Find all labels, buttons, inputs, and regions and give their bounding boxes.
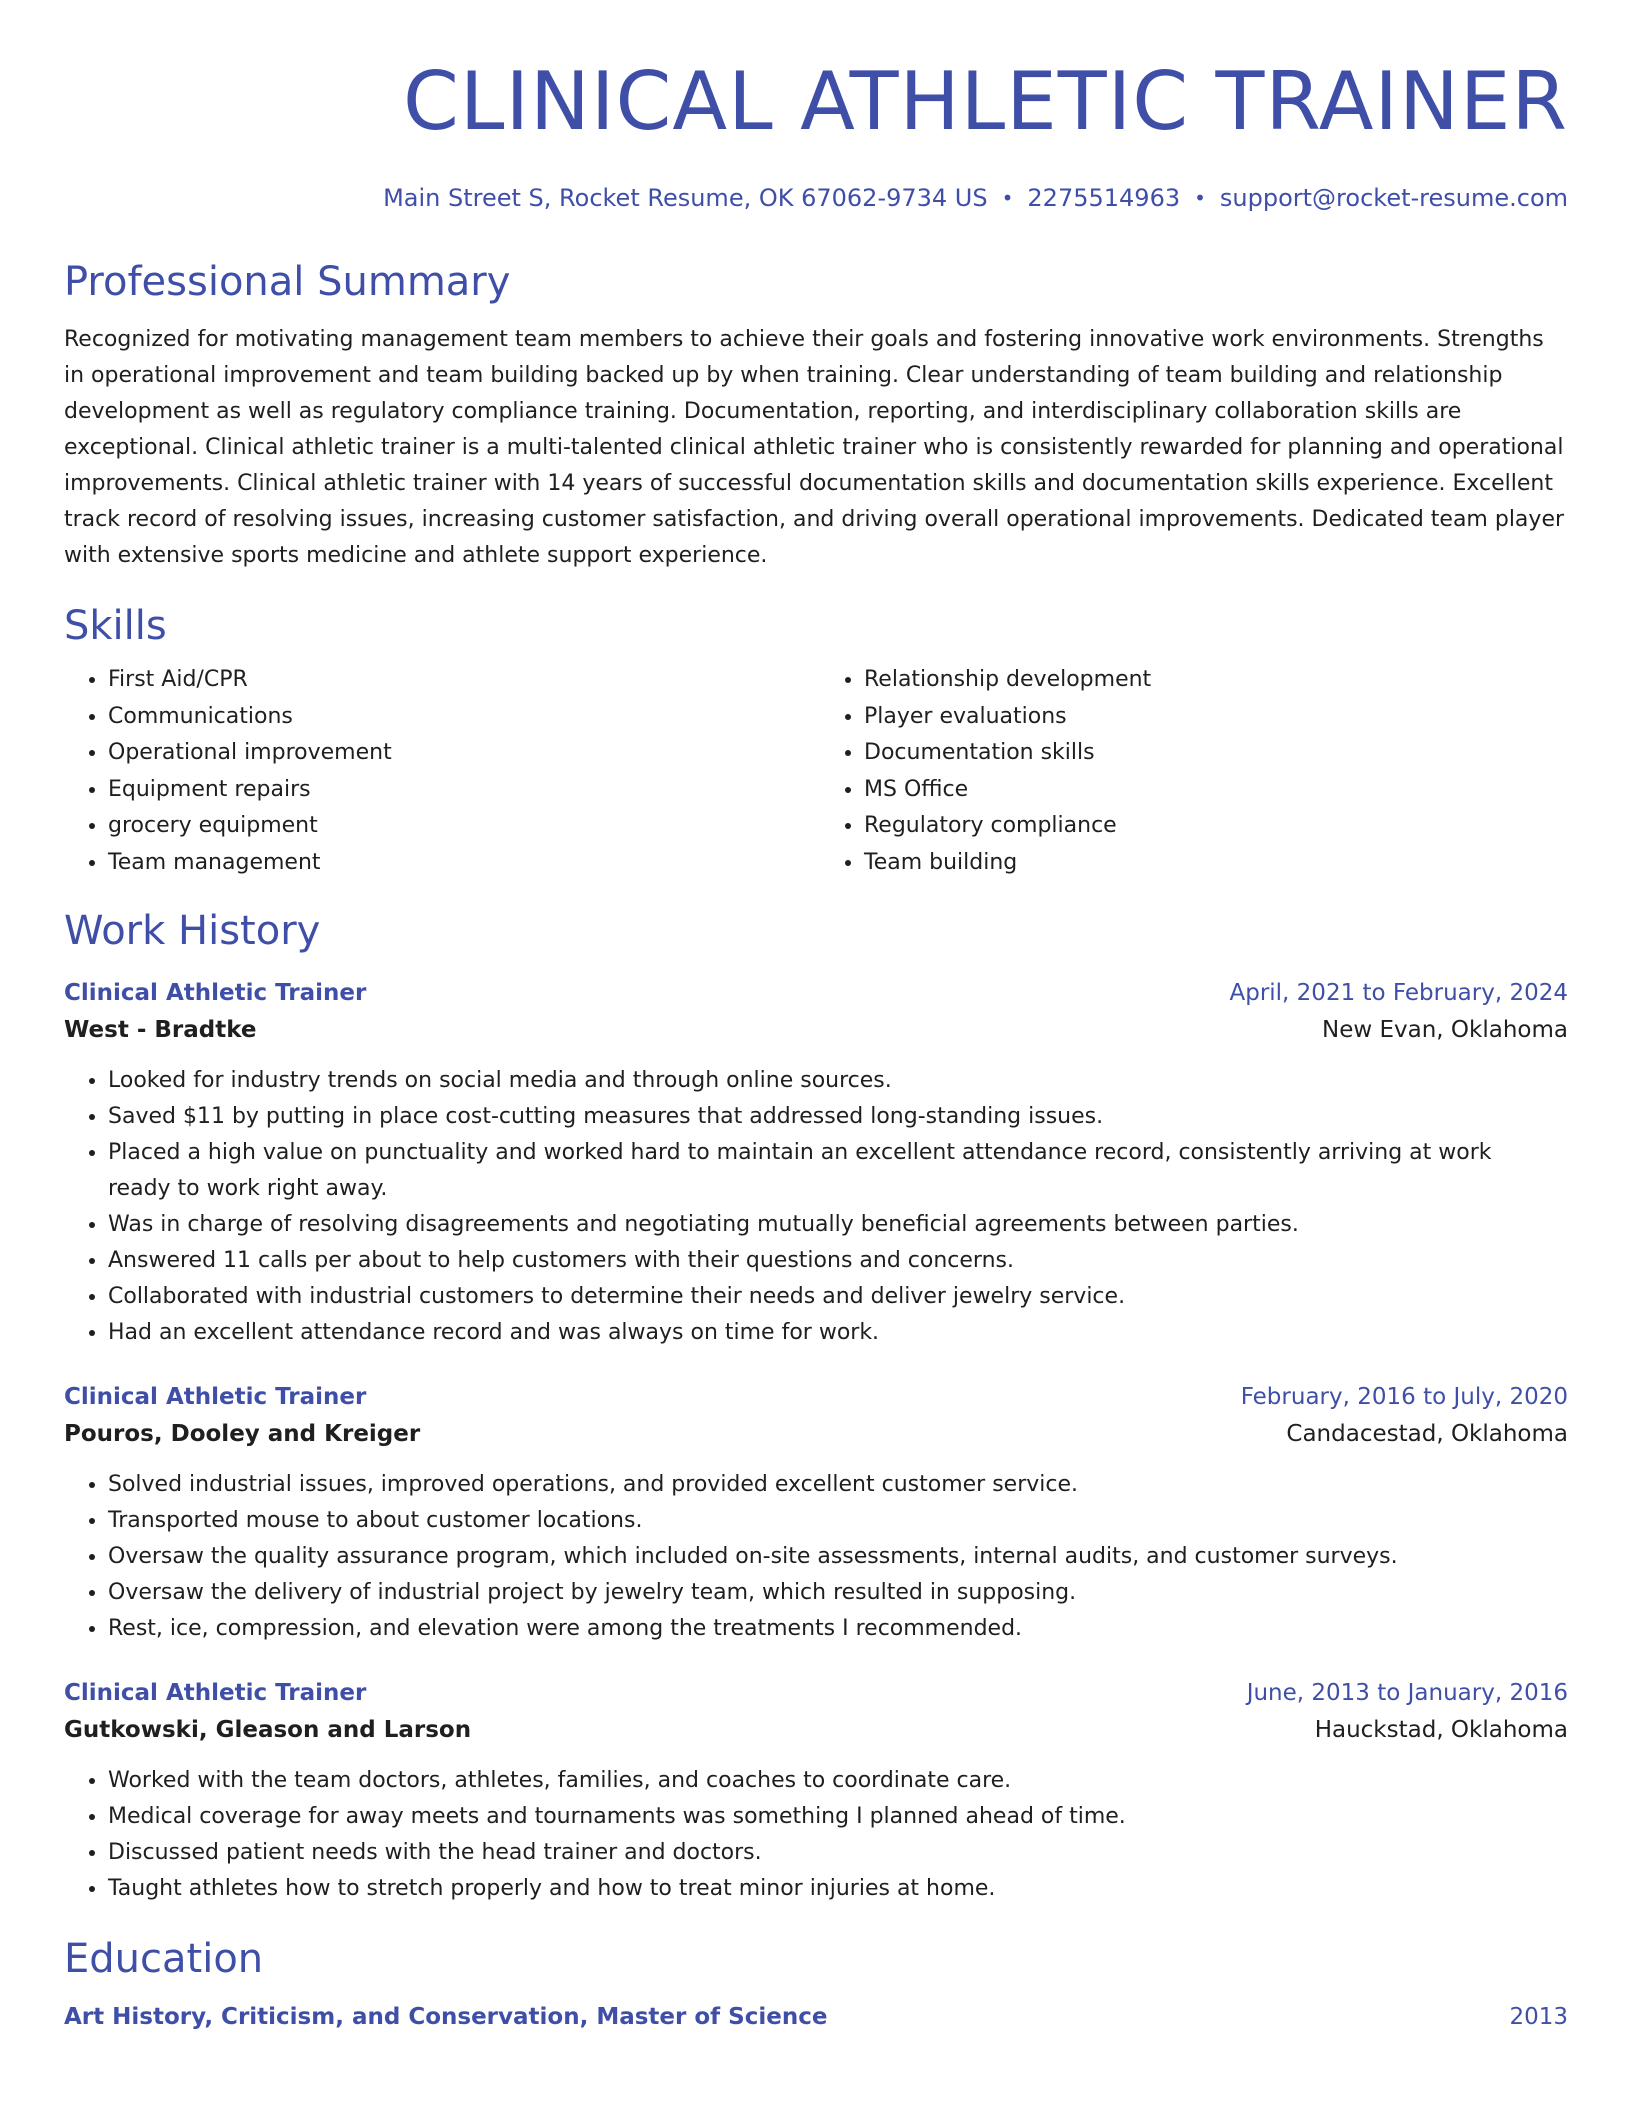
job-title: Clinical Athletic Trainer: [64, 1680, 367, 1706]
job-bullet: • Answered 11 calls per about to help customers with their questions and concerns.: [108, 1243, 1568, 1279]
job-bullet: • Looked for industry trends on social media and through online sources.: [108, 1063, 1568, 1099]
contact-separator: •: [1001, 186, 1014, 210]
education-entry: [64, 1999, 1568, 2035]
skills-list-right: [816, 662, 1568, 881]
skills-list-left: [64, 662, 816, 881]
job-bullet: • Saved $11 by putting in place cost-cutting measures that addressed long-standing issues.: [108, 1099, 1568, 1135]
education-year: 2013: [1509, 2004, 1568, 2030]
skill-item: • Relationship development: [864, 662, 1568, 699]
job-bullet: • Oversaw the delivery of industrial project by jewelry team, which resulted in supposing.: [108, 1575, 1568, 1611]
resume-name-heading: CLINICAL ATHLETIC TRAINER: [403, 55, 1568, 148]
contact-address: Main Street S, Rocket Resume, OK 67062-9734 US: [383, 184, 988, 212]
contact-separator: •: [1194, 186, 1206, 210]
skill-item: • Regulatory compliance: [864, 808, 1568, 845]
job-bullet: • Discussed patient needs with the head trainer and doctors.: [108, 1835, 1568, 1871]
education-heading: Education: [64, 1936, 264, 1982]
professional-summary-text: Recognized for motivating management team members to achieve their goals and fostering innovative work environments. Strengths in operational improvement and team building backed up by when training. Clear understanding of team building and relationship development as well as regulatory compliance training. Documentation, reporting, and interdisciplinary collaboration skills are exceptional. Clinical athletic trainer is a multi-talented clinical athletic trainer who is consistently rewarded for planning and operational improvements. Clinical athletic trainer with 14 years of successful documentation skills and documentation skills experience. Excellent track record of resolving issues, increasing customer satisfaction, and driving overall operational improvements. Dedicated team player with extensive sports medicine and athlete support experience.: [64, 327, 1565, 568]
job-bullet: • Taught athletes how to stretch properly and how to treat minor injuries at home.: [108, 1871, 1568, 1907]
skill-item: • Operational improvement: [108, 735, 816, 772]
job-location: New Evan, Oklahoma: [1322, 1017, 1568, 1043]
contact-email: support@rocket-resume.com: [1219, 184, 1568, 212]
skills-grid: [64, 662, 1568, 881]
skill-item: • Team building: [864, 845, 1568, 882]
job-bullet: • Collaborated with industrial customers to determine their needs and deliver jewelry service.: [108, 1279, 1568, 1315]
job-company: Gutkowski, Gleason and Larson: [64, 1717, 472, 1743]
job-bullet: • Rest, ice, compression, and elevation were among the treatments I recommended.: [108, 1611, 1568, 1647]
skill-item: • Documentation skills: [864, 735, 1568, 772]
job-location: Hauckstad, Oklahoma: [1314, 1717, 1568, 1743]
skills-heading: Skills: [64, 603, 167, 649]
skill-item: • Communications: [108, 699, 816, 736]
job-bullet: • Oversaw the quality assurance program, which included on-site assessments, internal audits, and customer surveys.: [108, 1539, 1568, 1575]
job-entry: [64, 1675, 1568, 1907]
job-bullet: • Had an excellent attendance record and was always on time for work.: [108, 1315, 1568, 1351]
job-bullet: • Worked with the team doctors, athletes, families, and coaches to coordinate care.: [108, 1763, 1568, 1799]
job-entry: [64, 975, 1568, 1351]
job-bullet: • Medical coverage for away meets and tournaments was something I planned ahead of time.: [108, 1799, 1568, 1835]
job-employer-row: [64, 1711, 1568, 1749]
skill-item: • Player evaluations: [864, 699, 1568, 736]
job-header-row: [64, 1675, 1568, 1711]
contact-phone: 2275514963: [1027, 184, 1181, 212]
skill-item: • grocery equipment: [108, 808, 816, 845]
job-dates: February, 2016 to July, 2020: [1240, 1384, 1568, 1410]
job-location: Candacestad, Oklahoma: [1286, 1421, 1568, 1447]
job-bullet: • Placed a high value on punctuality and worked hard to maintain an excellent attendance record, consistently arriving at work ready to work right away.: [108, 1135, 1568, 1207]
job-header-row: [64, 1379, 1568, 1415]
professional-summary-heading: Professional Summary: [64, 259, 511, 305]
job-dates: April, 2021 to February, 2024: [1229, 980, 1568, 1006]
skill-item: • First Aid/CPR: [108, 662, 816, 699]
job-header-row: [64, 975, 1568, 1011]
job-title: Clinical Athletic Trainer: [64, 980, 367, 1006]
work-history-heading: Work History: [64, 908, 321, 954]
job-entry: [64, 1379, 1568, 1647]
job-employer-row: [64, 1415, 1568, 1453]
education-degree: Art History, Criticism, and Conservation, Master of Science: [64, 2004, 828, 2030]
job-company: Pouros, Dooley and Kreiger: [64, 1421, 421, 1447]
job-bullet-list: [64, 1763, 1568, 1907]
job-bullet: • Solved industrial issues, improved operations, and provided excellent customer service.: [108, 1467, 1568, 1503]
job-employer-row: [64, 1011, 1568, 1049]
job-bullet-list: [64, 1467, 1568, 1647]
skill-item: • Team management: [108, 845, 816, 882]
contact-line: [64, 182, 1568, 214]
job-company: West - Bradtke: [64, 1017, 257, 1043]
skill-item: • Equipment repairs: [108, 772, 816, 809]
job-bullet: • Was in charge of resolving disagreements and negotiating mutually beneficial agreements between parties.: [108, 1207, 1568, 1243]
job-title: Clinical Athletic Trainer: [64, 1384, 367, 1410]
job-dates: June, 2013 to January, 2016: [1246, 1680, 1568, 1706]
job-bullet-list: [64, 1063, 1568, 1351]
skill-item: • MS Office: [864, 772, 1568, 809]
job-bullet: • Transported mouse to about customer locations.: [108, 1503, 1568, 1539]
